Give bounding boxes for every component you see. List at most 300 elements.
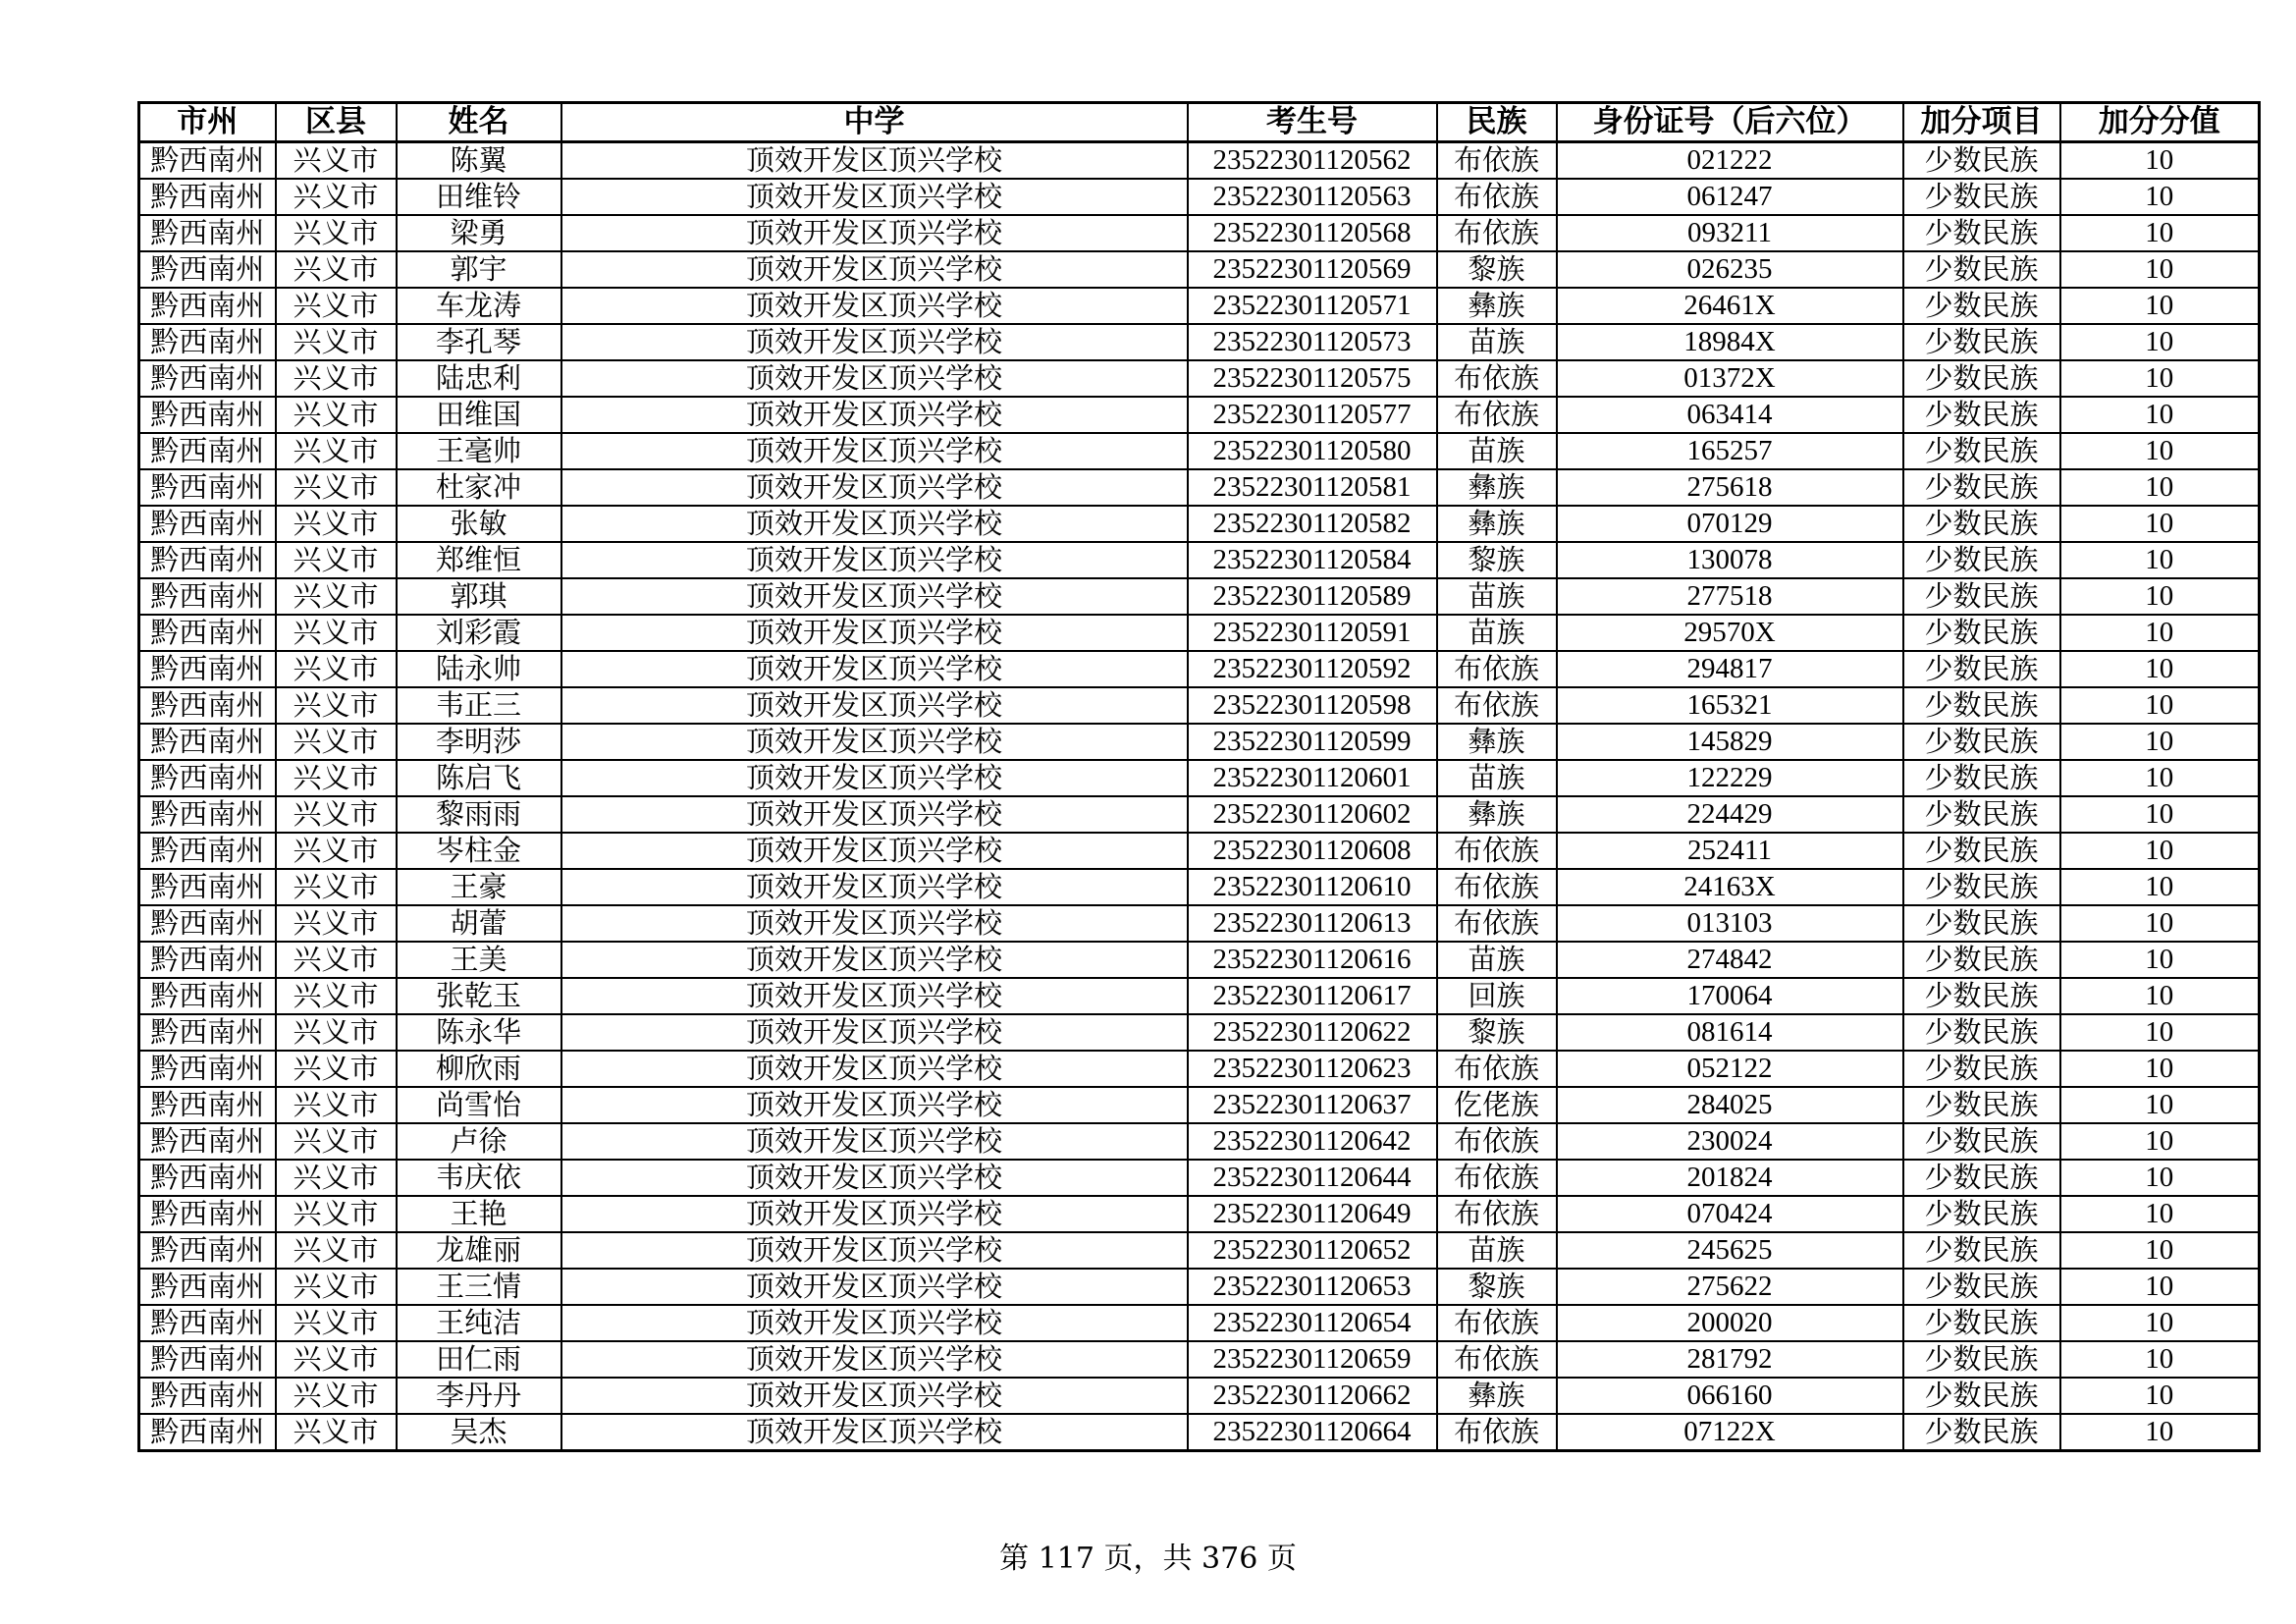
- school-cell: 顶效开发区顶兴学校: [561, 724, 1188, 760]
- id-suffix-cell: 061247: [1557, 179, 1903, 215]
- bonus-item-cell: 少数民族: [1903, 506, 2060, 542]
- id-suffix-cell: 29570X: [1557, 615, 1903, 651]
- bonus-value-cell: 10: [2060, 651, 2260, 687]
- exam-number-cell: 23522301120568: [1188, 215, 1437, 251]
- id-suffix-cell: 245625: [1557, 1232, 1903, 1269]
- city-cell: 黔西南州: [139, 360, 276, 397]
- ethnicity-cell: 仡佬族: [1437, 1087, 1557, 1123]
- id-suffix-cell: 122229: [1557, 760, 1903, 796]
- bonus-value-cell: 10: [2060, 978, 2260, 1014]
- city-cell: 黔西南州: [139, 1051, 276, 1087]
- bonus-item-cell: 少数民族: [1903, 978, 2060, 1014]
- table-row: [139, 1087, 2260, 1123]
- district-cell: 兴义市: [276, 833, 397, 869]
- ethnicity-cell: 黎族: [1437, 1269, 1557, 1305]
- name-cell: 田维国: [397, 397, 561, 433]
- city-cell: 黔西南州: [139, 288, 276, 324]
- bonus-value-cell: 10: [2060, 324, 2260, 360]
- ethnicity-cell: 回族: [1437, 978, 1557, 1014]
- ethnicity-header: 民族: [1437, 103, 1557, 142]
- name-cell: 李明莎: [397, 724, 561, 760]
- bonus-item-cell: 少数民族: [1903, 651, 2060, 687]
- exam-number-cell: 23522301120589: [1188, 578, 1437, 615]
- bonus-value-cell: 10: [2060, 1378, 2260, 1414]
- exam-number-cell: 23522301120582: [1188, 506, 1437, 542]
- table-row: [139, 1378, 2260, 1414]
- id-suffix-cell: 224429: [1557, 796, 1903, 833]
- district-cell: 兴义市: [276, 469, 397, 506]
- school-cell: 顶效开发区顶兴学校: [561, 433, 1188, 469]
- name-cell: 陈翼: [397, 142, 561, 180]
- table-row: [139, 179, 2260, 215]
- ethnicity-cell: 黎族: [1437, 251, 1557, 288]
- district-cell: 兴义市: [276, 1232, 397, 1269]
- table-row: [139, 542, 2260, 578]
- school-cell: 顶效开发区顶兴学校: [561, 1051, 1188, 1087]
- city-cell: 黔西南州: [139, 142, 276, 180]
- bonus-value-cell: 10: [2060, 360, 2260, 397]
- city-cell: 黔西南州: [139, 869, 276, 905]
- bonus-item-cell: 少数民族: [1903, 1196, 2060, 1232]
- id-suffix-cell: 252411: [1557, 833, 1903, 869]
- id-suffix-cell: 081614: [1557, 1014, 1903, 1051]
- ethnicity-cell: 苗族: [1437, 615, 1557, 651]
- id-suffix-cell: 165321: [1557, 687, 1903, 724]
- table-row: [139, 1014, 2260, 1051]
- bonus-item-cell: 少数民族: [1903, 469, 2060, 506]
- bonus-item-cell: 少数民族: [1903, 1087, 2060, 1123]
- school-header: 中学: [561, 103, 1188, 142]
- table-row: [139, 1269, 2260, 1305]
- name-cell: 岑柱金: [397, 833, 561, 869]
- bonus-item-cell: 少数民族: [1903, 179, 2060, 215]
- ethnicity-cell: 黎族: [1437, 542, 1557, 578]
- id-suffix-cell: 130078: [1557, 542, 1903, 578]
- school-cell: 顶效开发区顶兴学校: [561, 651, 1188, 687]
- school-cell: 顶效开发区顶兴学校: [561, 397, 1188, 433]
- bonus-value-cell: 10: [2060, 506, 2260, 542]
- district-cell: 兴义市: [276, 942, 397, 978]
- bonus-item-cell: 少数民族: [1903, 142, 2060, 180]
- name-cell: 王美: [397, 942, 561, 978]
- exam-number-cell: 23522301120637: [1188, 1087, 1437, 1123]
- name-cell: 王纯洁: [397, 1305, 561, 1341]
- school-cell: 顶效开发区顶兴学校: [561, 1414, 1188, 1451]
- school-cell: 顶效开发区顶兴学校: [561, 469, 1188, 506]
- district-cell: 兴义市: [276, 324, 397, 360]
- exam-number-cell: 23522301120613: [1188, 905, 1437, 942]
- school-cell: 顶效开发区顶兴学校: [561, 1160, 1188, 1196]
- city-cell: 黔西南州: [139, 397, 276, 433]
- table-row: [139, 1341, 2260, 1378]
- bonus-value-cell: 10: [2060, 433, 2260, 469]
- bonus-value-cell: 10: [2060, 179, 2260, 215]
- name-cell: 尚雪怡: [397, 1087, 561, 1123]
- table-row: [139, 796, 2260, 833]
- city-header: 市州: [139, 103, 276, 142]
- exam-number-header: 考生号: [1188, 103, 1437, 142]
- district-cell: 兴义市: [276, 1305, 397, 1341]
- bonus-item-cell: 少数民族: [1903, 1269, 2060, 1305]
- city-cell: 黔西南州: [139, 905, 276, 942]
- city-cell: 黔西南州: [139, 1341, 276, 1378]
- city-cell: 黔西南州: [139, 324, 276, 360]
- name-cell: 陈启飞: [397, 760, 561, 796]
- ethnicity-cell: 布依族: [1437, 833, 1557, 869]
- table-row: [139, 251, 2260, 288]
- name-cell: 田维铃: [397, 179, 561, 215]
- name-cell: 王三情: [397, 1269, 561, 1305]
- exam-number-cell: 23522301120649: [1188, 1196, 1437, 1232]
- bonus-value-cell: 10: [2060, 251, 2260, 288]
- exam-number-cell: 23522301120642: [1188, 1123, 1437, 1160]
- school-cell: 顶效开发区顶兴学校: [561, 1087, 1188, 1123]
- bonus-value-cell: 10: [2060, 760, 2260, 796]
- id-suffix-cell: 165257: [1557, 433, 1903, 469]
- district-cell: 兴义市: [276, 215, 397, 251]
- name-cell: 张敏: [397, 506, 561, 542]
- bonus-value-cell: 10: [2060, 1269, 2260, 1305]
- id-suffix-cell: 070129: [1557, 506, 1903, 542]
- school-cell: 顶效开发区顶兴学校: [561, 796, 1188, 833]
- ethnicity-cell: 彝族: [1437, 288, 1557, 324]
- ethnicity-cell: 布依族: [1437, 1051, 1557, 1087]
- bonus-value-cell: 10: [2060, 1123, 2260, 1160]
- city-cell: 黔西南州: [139, 1196, 276, 1232]
- exam-number-cell: 23522301120623: [1188, 1051, 1437, 1087]
- city-cell: 黔西南州: [139, 942, 276, 978]
- district-cell: 兴义市: [276, 978, 397, 1014]
- school-cell: 顶效开发区顶兴学校: [561, 1269, 1188, 1305]
- bonus-value-cell: 10: [2060, 833, 2260, 869]
- district-cell: 兴义市: [276, 724, 397, 760]
- bonus-item-header: 加分项目: [1903, 103, 2060, 142]
- ethnicity-cell: 布依族: [1437, 1160, 1557, 1196]
- table-row: [139, 469, 2260, 506]
- bonus-item-cell: 少数民族: [1903, 215, 2060, 251]
- school-cell: 顶效开发区顶兴学校: [561, 324, 1188, 360]
- school-cell: 顶效开发区顶兴学校: [561, 760, 1188, 796]
- exam-number-cell: 23522301120622: [1188, 1014, 1437, 1051]
- ethnicity-cell: 彝族: [1437, 1378, 1557, 1414]
- table-row: [139, 433, 2260, 469]
- school-cell: 顶效开发区顶兴学校: [561, 1341, 1188, 1378]
- district-cell: 兴义市: [276, 1160, 397, 1196]
- table-row: [139, 1123, 2260, 1160]
- bonus-value-cell: 10: [2060, 397, 2260, 433]
- id-suffix-cell: 066160: [1557, 1378, 1903, 1414]
- exam-number-cell: 23522301120598: [1188, 687, 1437, 724]
- bonus-item-cell: 少数民族: [1903, 942, 2060, 978]
- bonus-value-cell: 10: [2060, 1014, 2260, 1051]
- name-cell: 韦正三: [397, 687, 561, 724]
- district-cell: 兴义市: [276, 1378, 397, 1414]
- id-suffix-cell: 052122: [1557, 1051, 1903, 1087]
- exam-number-cell: 23522301120610: [1188, 869, 1437, 905]
- city-cell: 黔西南州: [139, 251, 276, 288]
- table-row: [139, 506, 2260, 542]
- district-cell: 兴义市: [276, 433, 397, 469]
- school-cell: 顶效开发区顶兴学校: [561, 542, 1188, 578]
- table-row: [139, 615, 2260, 651]
- district-cell: 兴义市: [276, 687, 397, 724]
- ethnicity-cell: 布依族: [1437, 1305, 1557, 1341]
- bonus-item-cell: 少数民族: [1903, 724, 2060, 760]
- bonus-value-cell: 10: [2060, 942, 2260, 978]
- school-cell: 顶效开发区顶兴学校: [561, 1232, 1188, 1269]
- id-suffix-cell: 070424: [1557, 1196, 1903, 1232]
- bonus-item-cell: 少数民族: [1903, 288, 2060, 324]
- name-cell: 梁勇: [397, 215, 561, 251]
- exam-number-cell: 23522301120608: [1188, 833, 1437, 869]
- id-suffix-cell: 063414: [1557, 397, 1903, 433]
- id-suffix-cell: 026235: [1557, 251, 1903, 288]
- name-cell: 王毫帅: [397, 433, 561, 469]
- ethnicity-cell: 彝族: [1437, 724, 1557, 760]
- city-cell: 黔西南州: [139, 978, 276, 1014]
- ethnicity-cell: 布依族: [1437, 1341, 1557, 1378]
- bonus-item-cell: 少数民族: [1903, 397, 2060, 433]
- district-cell: 兴义市: [276, 1414, 397, 1451]
- district-cell: 兴义市: [276, 1087, 397, 1123]
- bonus-value-cell: 10: [2060, 1232, 2260, 1269]
- bonus-value-header: 加分分值: [2060, 103, 2260, 142]
- id-suffix-cell: 230024: [1557, 1123, 1903, 1160]
- bonus-item-cell: 少数民族: [1903, 433, 2060, 469]
- exam-number-cell: 23522301120581: [1188, 469, 1437, 506]
- ethnicity-cell: 布依族: [1437, 651, 1557, 687]
- school-cell: 顶效开发区顶兴学校: [561, 1378, 1188, 1414]
- table-row: [139, 724, 2260, 760]
- city-cell: 黔西南州: [139, 1378, 276, 1414]
- id-suffix-header: 身份证号（后六位）: [1557, 103, 1903, 142]
- bonus-item-cell: 少数民族: [1903, 833, 2060, 869]
- school-cell: 顶效开发区顶兴学校: [561, 360, 1188, 397]
- ethnicity-cell: 彝族: [1437, 469, 1557, 506]
- ethnicity-cell: 苗族: [1437, 942, 1557, 978]
- bonus-item-cell: 少数民族: [1903, 1123, 2060, 1160]
- bonus-value-cell: 10: [2060, 1196, 2260, 1232]
- name-cell: 陆永帅: [397, 651, 561, 687]
- district-cell: 兴义市: [276, 506, 397, 542]
- city-cell: 黔西南州: [139, 724, 276, 760]
- city-cell: 黔西南州: [139, 179, 276, 215]
- ethnicity-cell: 布依族: [1437, 687, 1557, 724]
- id-suffix-cell: 275618: [1557, 469, 1903, 506]
- exam-number-cell: 23522301120592: [1188, 651, 1437, 687]
- city-cell: 黔西南州: [139, 651, 276, 687]
- name-cell: 王艳: [397, 1196, 561, 1232]
- id-suffix-cell: 145829: [1557, 724, 1903, 760]
- school-cell: 顶效开发区顶兴学校: [561, 179, 1188, 215]
- exam-number-cell: 23522301120662: [1188, 1378, 1437, 1414]
- name-cell: 郑维恒: [397, 542, 561, 578]
- header-row: [139, 103, 2260, 142]
- bonus-item-cell: 少数民族: [1903, 578, 2060, 615]
- name-cell: 陆忠利: [397, 360, 561, 397]
- bonus-value-cell: 10: [2060, 869, 2260, 905]
- table-row: [139, 360, 2260, 397]
- bonus-item-cell: 少数民族: [1903, 1160, 2060, 1196]
- table-header: [139, 103, 2260, 142]
- exam-number-cell: 23522301120659: [1188, 1341, 1437, 1378]
- district-cell: 兴义市: [276, 1123, 397, 1160]
- exam-number-cell: 23522301120580: [1188, 433, 1437, 469]
- bonus-item-cell: 少数民族: [1903, 1014, 2060, 1051]
- table-row: [139, 1305, 2260, 1341]
- ethnicity-cell: 苗族: [1437, 324, 1557, 360]
- exam-number-cell: 23522301120562: [1188, 142, 1437, 180]
- bonus-value-cell: 10: [2060, 1341, 2260, 1378]
- table-row: [139, 978, 2260, 1014]
- city-cell: 黔西南州: [139, 687, 276, 724]
- table-row: [139, 1160, 2260, 1196]
- table-row: [139, 578, 2260, 615]
- id-suffix-cell: 201824: [1557, 1160, 1903, 1196]
- bonus-value-cell: 10: [2060, 142, 2260, 180]
- school-cell: 顶效开发区顶兴学校: [561, 687, 1188, 724]
- ethnicity-cell: 黎族: [1437, 1014, 1557, 1051]
- table-row: [139, 1414, 2260, 1451]
- ethnicity-cell: 布依族: [1437, 179, 1557, 215]
- exam-number-cell: 23522301120563: [1188, 179, 1437, 215]
- ethnicity-cell: 布依族: [1437, 360, 1557, 397]
- exam-number-cell: 23522301120652: [1188, 1232, 1437, 1269]
- school-cell: 顶效开发区顶兴学校: [561, 1305, 1188, 1341]
- bonus-item-cell: 少数民族: [1903, 1051, 2060, 1087]
- name-cell: 郭琪: [397, 578, 561, 615]
- name-cell: 田仁雨: [397, 1341, 561, 1378]
- table-row: [139, 869, 2260, 905]
- name-cell: 杜家冲: [397, 469, 561, 506]
- name-header: 姓名: [397, 103, 561, 142]
- id-suffix-cell: 294817: [1557, 651, 1903, 687]
- city-cell: 黔西南州: [139, 760, 276, 796]
- district-cell: 兴义市: [276, 179, 397, 215]
- district-cell: 兴义市: [276, 760, 397, 796]
- exam-number-cell: 23522301120617: [1188, 978, 1437, 1014]
- school-cell: 顶效开发区顶兴学校: [561, 288, 1188, 324]
- name-cell: 刘彩霞: [397, 615, 561, 651]
- school-cell: 顶效开发区顶兴学校: [561, 615, 1188, 651]
- bonus-value-cell: 10: [2060, 724, 2260, 760]
- city-cell: 黔西南州: [139, 1123, 276, 1160]
- table-row: [139, 288, 2260, 324]
- ethnicity-cell: 苗族: [1437, 433, 1557, 469]
- exam-number-cell: 23522301120577: [1188, 397, 1437, 433]
- exam-number-cell: 23522301120599: [1188, 724, 1437, 760]
- name-cell: 张乾玉: [397, 978, 561, 1014]
- exam-number-cell: 23522301120602: [1188, 796, 1437, 833]
- city-cell: 黔西南州: [139, 796, 276, 833]
- bonus-value-cell: 10: [2060, 215, 2260, 251]
- bonus-value-cell: 10: [2060, 288, 2260, 324]
- bonus-item-cell: 少数民族: [1903, 796, 2060, 833]
- id-suffix-cell: 013103: [1557, 905, 1903, 942]
- name-cell: 陈永华: [397, 1014, 561, 1051]
- bonus-value-cell: 10: [2060, 905, 2260, 942]
- bonus-item-cell: 少数民族: [1903, 1305, 2060, 1341]
- district-cell: 兴义市: [276, 1014, 397, 1051]
- exam-number-cell: 23522301120569: [1188, 251, 1437, 288]
- id-suffix-cell: 284025: [1557, 1087, 1903, 1123]
- city-cell: 黔西南州: [139, 1305, 276, 1341]
- city-cell: 黔西南州: [139, 615, 276, 651]
- city-cell: 黔西南州: [139, 542, 276, 578]
- district-cell: 兴义市: [276, 1051, 397, 1087]
- district-cell: 兴义市: [276, 796, 397, 833]
- name-cell: 吴杰: [397, 1414, 561, 1451]
- district-cell: 兴义市: [276, 578, 397, 615]
- id-suffix-cell: 07122X: [1557, 1414, 1903, 1451]
- ethnicity-cell: 布依族: [1437, 905, 1557, 942]
- school-cell: 顶效开发区顶兴学校: [561, 251, 1188, 288]
- district-cell: 兴义市: [276, 360, 397, 397]
- bonus-item-cell: 少数民族: [1903, 542, 2060, 578]
- bonus-item-cell: 少数民族: [1903, 1232, 2060, 1269]
- exam-number-cell: 23522301120616: [1188, 942, 1437, 978]
- table-body: [139, 142, 2260, 1451]
- bonus-item-cell: 少数民族: [1903, 615, 2060, 651]
- exam-number-cell: 23522301120575: [1188, 360, 1437, 397]
- city-cell: 黔西南州: [139, 469, 276, 506]
- ethnicity-cell: 布依族: [1437, 397, 1557, 433]
- district-cell: 兴义市: [276, 251, 397, 288]
- bonus-value-cell: 10: [2060, 469, 2260, 506]
- district-cell: 兴义市: [276, 1196, 397, 1232]
- id-suffix-cell: 275622: [1557, 1269, 1903, 1305]
- table-row: [139, 905, 2260, 942]
- exam-number-cell: 23522301120664: [1188, 1414, 1437, 1451]
- id-suffix-cell: 277518: [1557, 578, 1903, 615]
- district-cell: 兴义市: [276, 542, 397, 578]
- table-row: [139, 1232, 2260, 1269]
- bonus-item-cell: 少数民族: [1903, 324, 2060, 360]
- school-cell: 顶效开发区顶兴学校: [561, 142, 1188, 180]
- exam-number-cell: 23522301120601: [1188, 760, 1437, 796]
- id-suffix-cell: 26461X: [1557, 288, 1903, 324]
- id-suffix-cell: 021222: [1557, 142, 1903, 180]
- district-cell: 兴义市: [276, 869, 397, 905]
- exam-number-cell: 23522301120654: [1188, 1305, 1437, 1341]
- bonus-value-cell: 10: [2060, 615, 2260, 651]
- district-cell: 兴义市: [276, 288, 397, 324]
- id-suffix-cell: 274842: [1557, 942, 1903, 978]
- ethnicity-cell: 苗族: [1437, 760, 1557, 796]
- name-cell: 黎雨雨: [397, 796, 561, 833]
- city-cell: 黔西南州: [139, 578, 276, 615]
- bonus-item-cell: 少数民族: [1903, 905, 2060, 942]
- bonus-value-cell: 10: [2060, 1087, 2260, 1123]
- bonus-item-cell: 少数民族: [1903, 1378, 2060, 1414]
- district-cell: 兴义市: [276, 1269, 397, 1305]
- district-cell: 兴义市: [276, 1341, 397, 1378]
- id-suffix-cell: 281792: [1557, 1341, 1903, 1378]
- city-cell: 黔西南州: [139, 1232, 276, 1269]
- ethnicity-cell: 苗族: [1437, 1232, 1557, 1269]
- city-cell: 黔西南州: [139, 1014, 276, 1051]
- id-suffix-cell: 093211: [1557, 215, 1903, 251]
- school-cell: 顶效开发区顶兴学校: [561, 833, 1188, 869]
- exam-number-cell: 23522301120584: [1188, 542, 1437, 578]
- ethnicity-cell: 布依族: [1437, 1196, 1557, 1232]
- bonus-item-cell: 少数民族: [1903, 869, 2060, 905]
- name-cell: 郭宇: [397, 251, 561, 288]
- city-cell: 黔西南州: [139, 1087, 276, 1123]
- name-cell: 王豪: [397, 869, 561, 905]
- name-cell: 卢徐: [397, 1123, 561, 1160]
- bonus-item-cell: 少数民族: [1903, 251, 2060, 288]
